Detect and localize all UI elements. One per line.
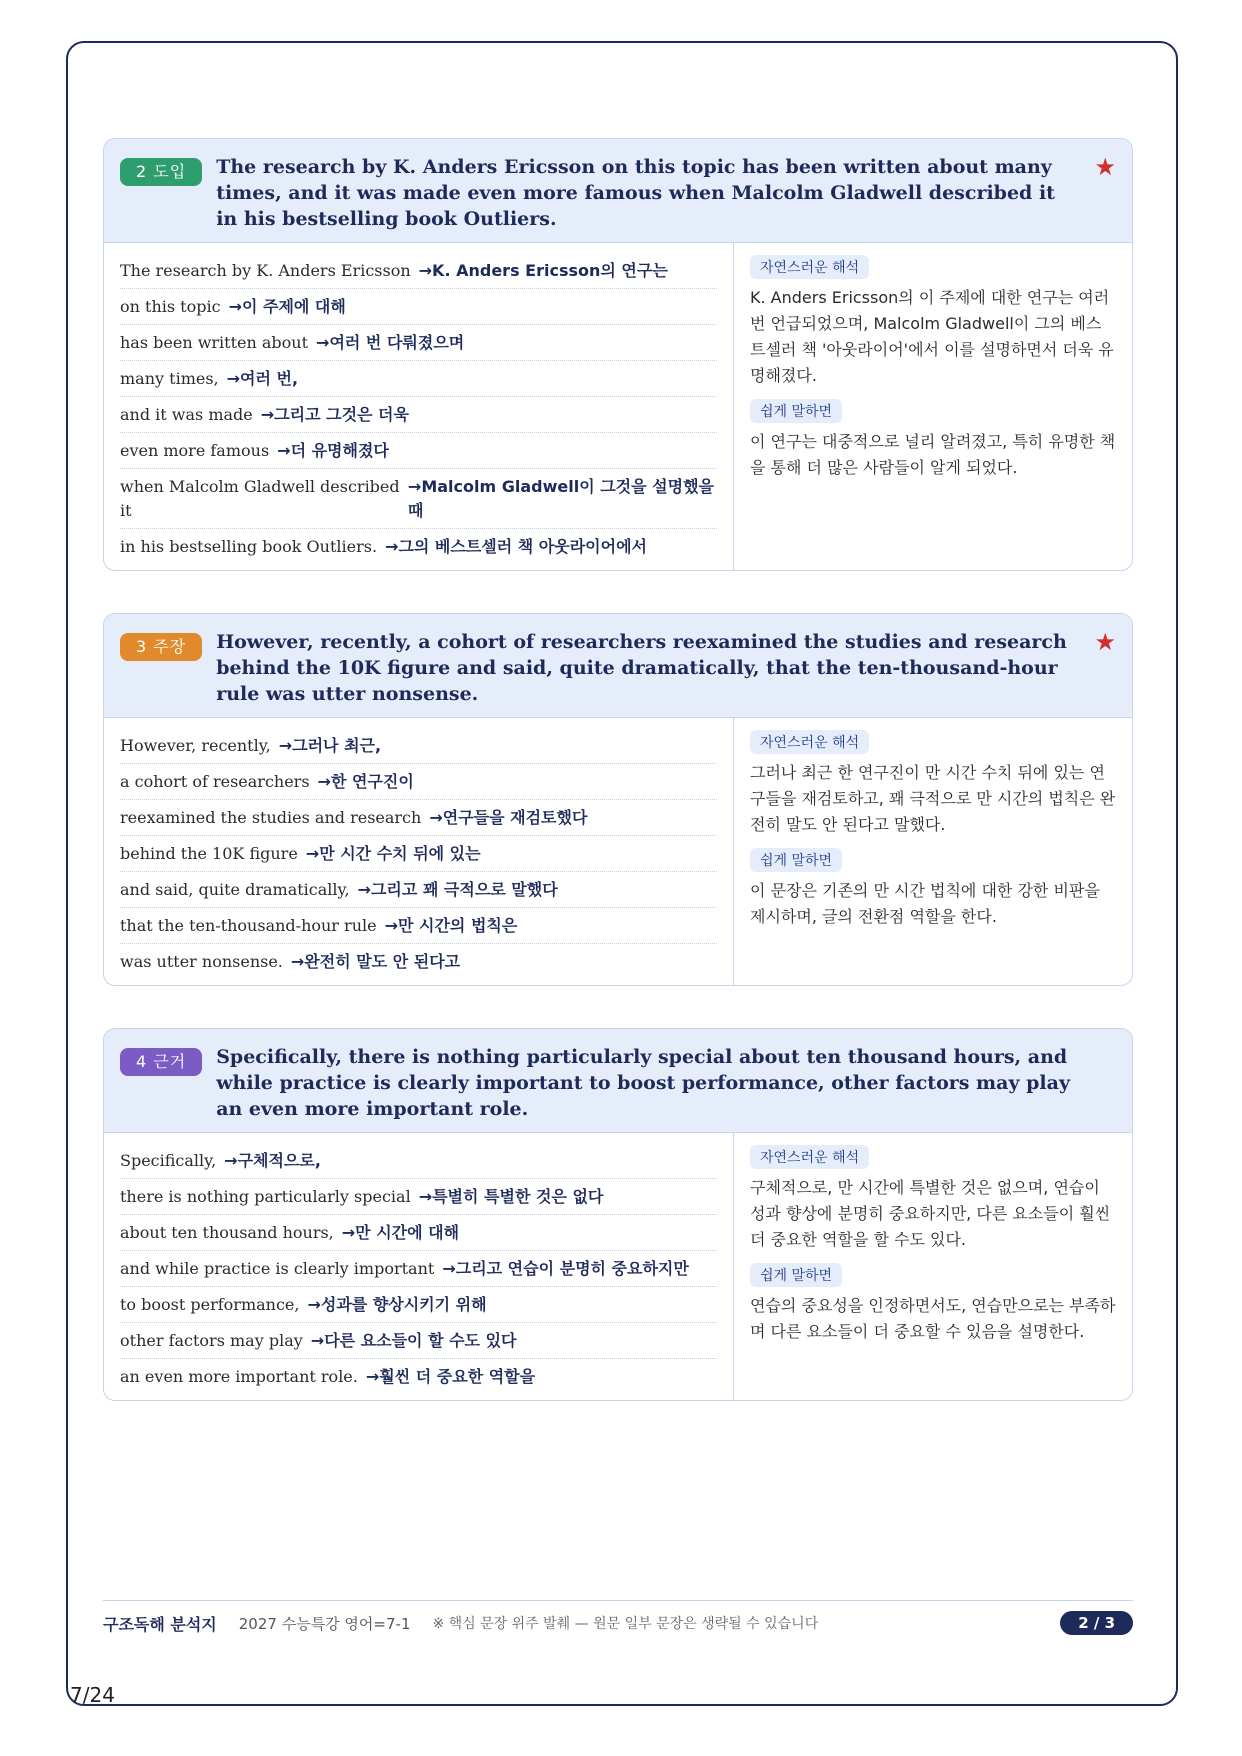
- chunk-row: [120, 944, 717, 979]
- chunk-row: [120, 1179, 717, 1215]
- easy-explanation-label: 쉽게 말하면: [750, 848, 842, 872]
- analysis-cards: [103, 138, 1133, 1443]
- chunk-korean: →K. Anders Ericsson의 연구는: [418, 261, 668, 280]
- chunk-english: on this topic: [120, 297, 221, 316]
- chunk-korean: →구체적으로,: [224, 1151, 321, 1170]
- chunk-english: many times,: [120, 369, 219, 388]
- chunk-korean: →더 유명해졌다: [277, 441, 389, 460]
- chunk-english: reexamined the studies and research: [120, 808, 422, 827]
- card-body: [104, 242, 1132, 570]
- chunk-korean: →여러 번,: [226, 369, 299, 388]
- easy-explanation-label: 쉽게 말하면: [750, 1263, 842, 1287]
- sentence-card: [103, 138, 1133, 571]
- key-sentence: The research by K. Anders Ericsson on this topic has been written about many times, and it was made even more famous when Malcolm Gladwell described it in his bestselling book Outliers.: [216, 156, 1055, 230]
- chunk-korean: →만 시간 수치 뒤에 있는: [305, 844, 481, 863]
- easy-explanation: 연습의 중요성을 인정하면서도, 연습만으로는 부족하며 다른 요소들이 더 중요할 수 있음을 설명한다.: [750, 1296, 1116, 1341]
- chunk-english: Specifically,: [120, 1151, 217, 1170]
- sentence-card: [103, 1028, 1133, 1401]
- key-sentence: However, recently, a cohort of researchers reexamined the studies and research behind the 10K figure and said, quite dramatically, that the ten-thousand-hour rule was utter nonsense.: [216, 631, 1067, 705]
- chunk-korean: →성과를 향상시키기 위해: [307, 1295, 487, 1314]
- chunk-korean: →Malcolm Gladwell이 그것을 설명했을 때: [407, 477, 714, 520]
- chunk-list: [104, 1133, 734, 1400]
- chunk-english: there is nothing particularly special: [120, 1187, 411, 1206]
- chunk-korean: →연구들을 재검토했다: [429, 808, 588, 827]
- chunk-english: a cohort of researchers: [120, 772, 310, 791]
- chunk-row: [120, 764, 717, 800]
- chunk-korean: →훨씬 더 중요한 역할을: [365, 1367, 536, 1386]
- chunk-row: [120, 1143, 717, 1179]
- easy-explanation: 이 문장은 기존의 만 시간 법칙에 대한 강한 비판을 제시하며, 글의 전환점 역할을 한다.: [750, 881, 1100, 926]
- chunk-row: [120, 253, 717, 289]
- chunk-english: and said, quite dramatically,: [120, 880, 350, 899]
- chunk-english: even more famous: [120, 441, 270, 460]
- natural-translation-label: 자연스러운 해석: [750, 1145, 869, 1169]
- footer: [103, 1600, 1133, 1635]
- chunk-row: [120, 1323, 717, 1359]
- chunk-korean: →완전히 말도 안 된다고: [290, 952, 461, 971]
- interpretation-panel: [734, 243, 1132, 570]
- card-header: [104, 139, 1132, 242]
- chunk-row: [120, 1287, 717, 1323]
- corner-page-number: 7/24: [70, 1683, 115, 1707]
- card-body: [104, 717, 1132, 985]
- chunk-korean: →그러나 최근,: [278, 736, 382, 755]
- chunk-english: behind the 10K figure: [120, 844, 298, 863]
- chunk-korean: →그리고 연습이 분명히 중요하지만: [442, 1259, 689, 1278]
- chunk-korean: →만 시간의 법칙은: [384, 916, 518, 935]
- chunk-english: However, recently,: [120, 736, 271, 755]
- chunk-korean: →다른 요소들이 할 수도 있다: [310, 1331, 517, 1350]
- chunk-row: [120, 361, 717, 397]
- chunk-list: [104, 718, 734, 985]
- key-sentence: Specifically, there is nothing particularly special about ten thousand hours, and while practice is clearly important to boost performance, other factors may play an even more important role.: [216, 1046, 1070, 1120]
- section-tag: 2 도입: [120, 158, 202, 186]
- chunk-row: [120, 836, 717, 872]
- card-body: [104, 1132, 1132, 1400]
- chunk-english: has been written about: [120, 333, 309, 352]
- chunk-english: was utter nonsense.: [120, 952, 283, 971]
- footer-subtitle: 2027 수능특강 영어=7-1: [238, 1614, 411, 1633]
- card-header: [104, 614, 1132, 717]
- card-header: [104, 1029, 1132, 1132]
- footer-brand: 구조독해 분석지: [103, 1614, 217, 1634]
- chunk-row: [120, 529, 717, 564]
- footer-note: ※ 핵심 문장 위주 발췌 — 원문 일부 문장은 생략될 수 있습니다: [432, 1616, 819, 1632]
- natural-translation: K. Anders Ericsson의 이 주제에 대한 연구는 여러 번 언급되었으며, Malcolm Gladwell이 그의 베스트셀러 책 '아웃라이어'에서 이를 설명하면서 더욱 유명해졌다.: [750, 288, 1114, 385]
- chunk-english: and it was made: [120, 405, 253, 424]
- chunk-korean: →한 연구진이: [317, 772, 414, 791]
- interpretation-panel: [734, 1133, 1132, 1400]
- interpretation-panel: [734, 718, 1132, 985]
- chunk-korean: →그리고 꽤 극적으로 말했다: [357, 880, 558, 899]
- chunk-korean: →그리고 그것은 더욱: [260, 405, 409, 424]
- chunk-english: an even more important role.: [120, 1367, 358, 1386]
- chunk-english: other factors may play: [120, 1331, 303, 1350]
- section-tag: 4 근거: [120, 1048, 202, 1076]
- chunk-english: and while practice is clearly important: [120, 1259, 435, 1278]
- chunk-english: that the ten-thousand-hour rule: [120, 916, 377, 935]
- natural-translation: 구체적으로, 만 시간에 특별한 것은 없으며, 연습이 성과 향상에 분명히 중요하지만, 다른 요소들이 훨씬 더 중요한 역할을 할 수도 있다.: [750, 1178, 1111, 1249]
- chunk-english: when Malcolm Gladwell described it: [120, 477, 400, 520]
- section-tag: 3 주장: [120, 633, 202, 661]
- chunk-row: [120, 728, 717, 764]
- chunk-row: [120, 325, 717, 361]
- page-indicator: 2 / 3: [1060, 1611, 1133, 1635]
- chunk-row: [120, 433, 717, 469]
- chunk-english: about ten thousand hours,: [120, 1223, 334, 1242]
- chunk-row: [120, 872, 717, 908]
- chunk-korean: →여러 번 다뤄졌으며: [316, 333, 465, 352]
- chunk-english: in his bestselling book Outliers.: [120, 537, 378, 556]
- natural-translation: 그러나 최근 한 연구진이 만 시간 수치 뒤에 있는 연구들을 재검토하고, 꽤 극적으로 만 시간의 법칙은 완전히 말도 안 된다고 말했다.: [750, 763, 1116, 834]
- chunk-row: [120, 800, 717, 836]
- chunk-list: [104, 243, 734, 570]
- natural-translation-label: 자연스러운 해석: [750, 730, 869, 754]
- chunk-row: [120, 1215, 717, 1251]
- easy-explanation-label: 쉽게 말하면: [750, 399, 842, 423]
- chunk-korean: →이 주제에 대해: [228, 297, 346, 316]
- star-icon: ★: [1094, 628, 1116, 656]
- chunk-row: [120, 397, 717, 433]
- chunk-row: [120, 289, 717, 325]
- easy-explanation: 이 연구는 대중적으로 널리 알려졌고, 특히 유명한 책을 통해 더 많은 사람들이 알게 되었다.: [750, 432, 1116, 477]
- sentence-card: [103, 613, 1133, 986]
- natural-translation-label: 자연스러운 해석: [750, 255, 869, 279]
- star-icon: ★: [1094, 153, 1116, 181]
- chunk-english: The research by K. Anders Ericsson: [120, 261, 411, 280]
- chunk-row: [120, 469, 717, 529]
- chunk-korean: →만 시간에 대해: [341, 1223, 460, 1242]
- chunk-row: [120, 1359, 717, 1394]
- chunk-korean: →특별히 특별한 것은 없다: [418, 1187, 604, 1206]
- chunk-english: to boost performance,: [120, 1295, 300, 1314]
- chunk-row: [120, 1251, 717, 1287]
- chunk-korean: →그의 베스트셀러 책 아웃라이어에서: [385, 537, 647, 556]
- chunk-row: [120, 908, 717, 944]
